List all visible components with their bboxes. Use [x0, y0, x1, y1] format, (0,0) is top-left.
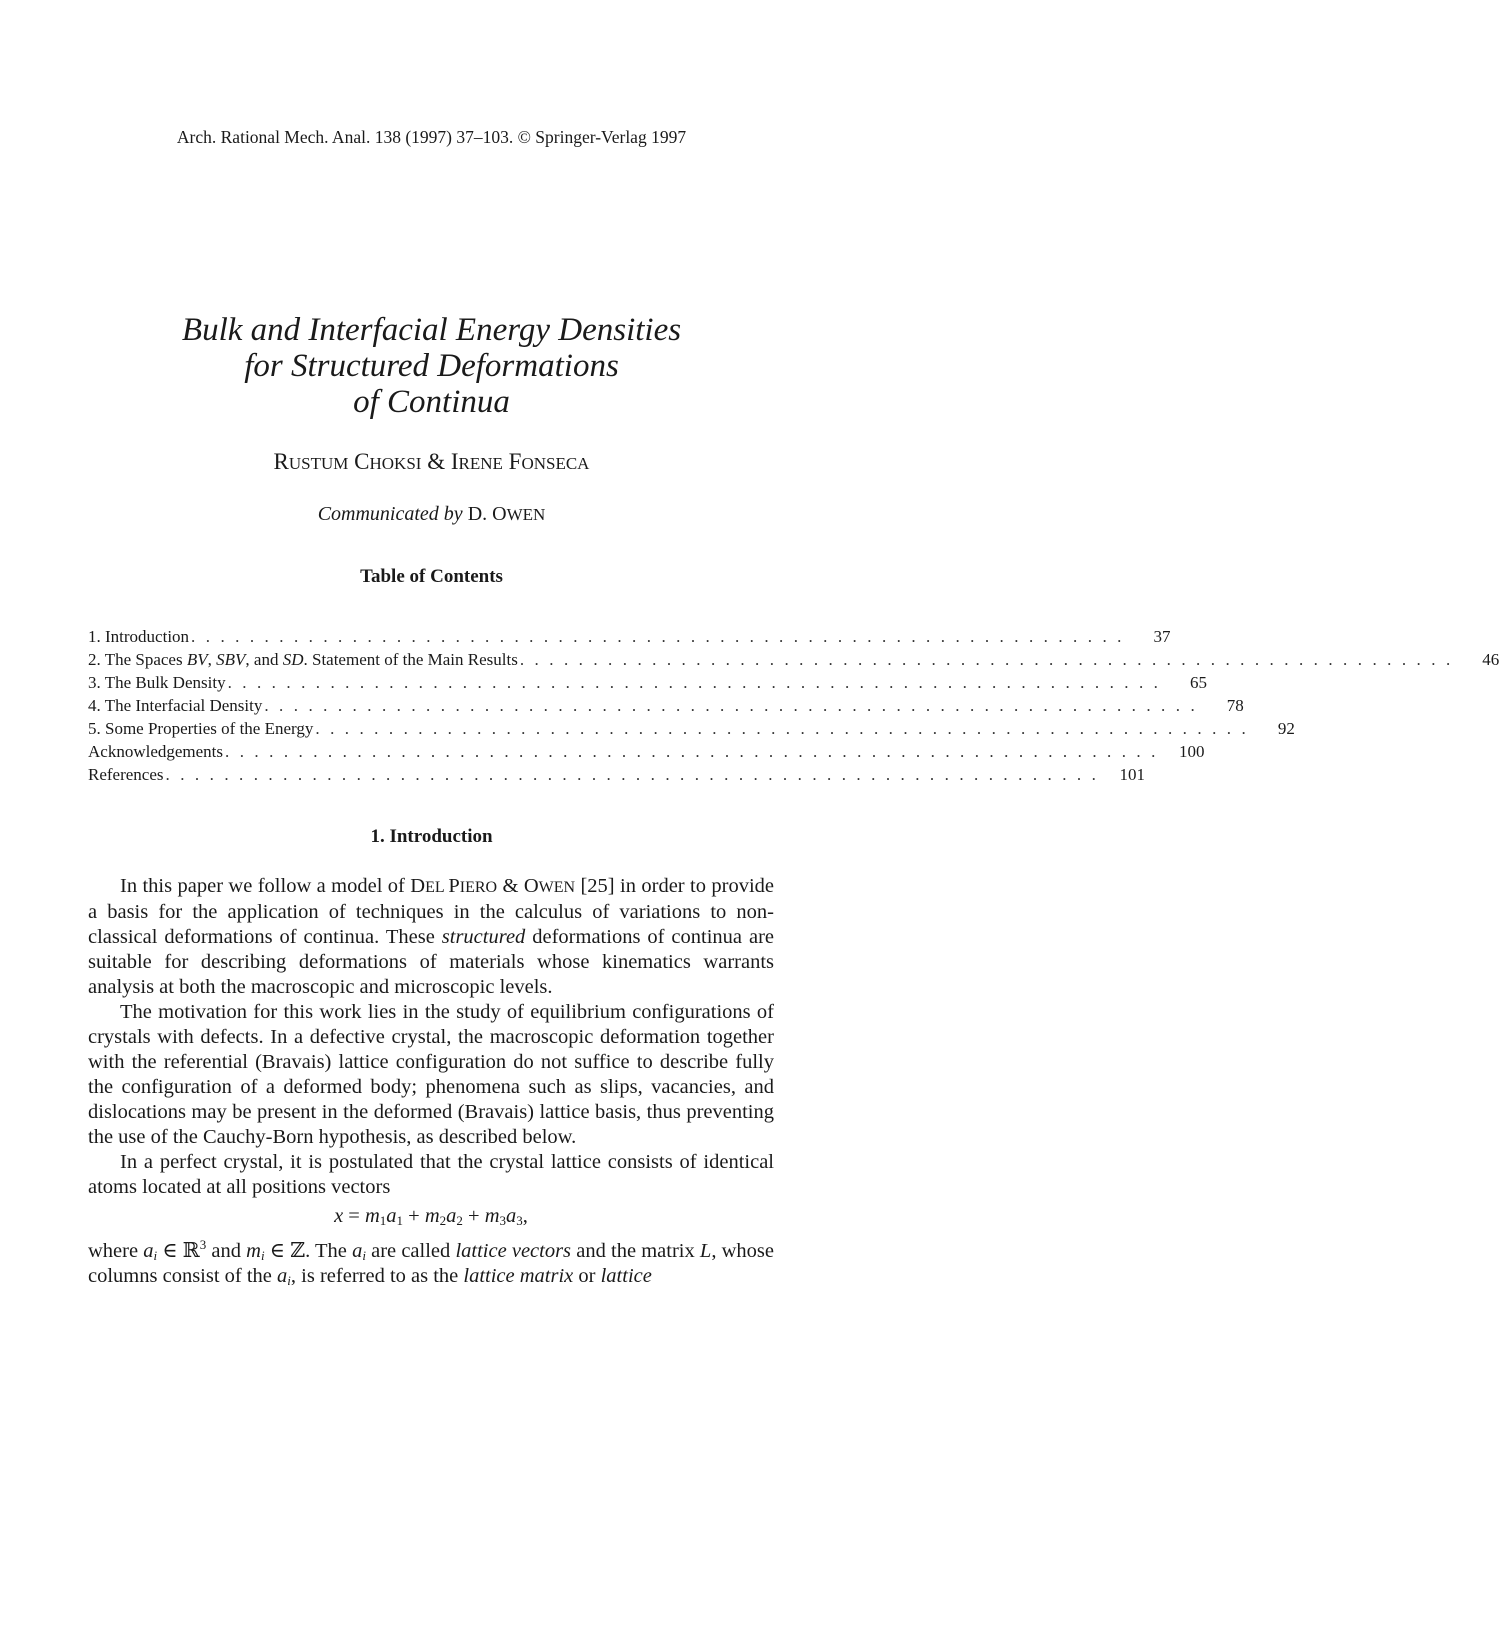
paragraph-4: where $a_i$ ∈ ℝ$^3$ and $m_i$ ∈ ℤ. The $a_i$ are called lattice vectors and the matrix L, whose columns consist of the $a_i$, is referred to as the lattice matrix or lattice — [88, 1237, 774, 1288]
toc-leader-dots: . . . . . . . . . . . . . . . . . . . . . . . . . . . . . . . . . . . . . . . . . . . . . . . . . . . . . . . . . . . . . . . . — [191, 627, 1125, 646]
toc-entry-page: 100 — [1178, 742, 1205, 761]
communicator-name: D. OWEN — [467, 503, 546, 525]
toc-entry[interactable] — [88, 717, 1295, 740]
communicated-prefix: Communicated by — [317, 503, 463, 525]
paragraph-1: In this paper we follow a model of DEL PIERO & OWEN [25] in order to provide a basis for the application of techniques in the calculus of variations to non-classical deformations of continua. These structured deformations of continua are suitable for describing deformations of materials whose kinematics warrants analysis at both the macroscopic and microscopic levels. — [88, 875, 775, 998]
toc-entry-title: 4. The Interfacial Density — [88, 696, 263, 715]
toc-leader-dots: . . . . . . . . . . . . . . . . . . . . . . . . . . . . . . . . . . . . . . . . . . . . . . . . . . . . . . . . . . . . . . . . — [315, 719, 1249, 738]
toc-entry[interactable] — [88, 671, 1208, 694]
toc-entry-page: 37 — [1153, 627, 1171, 646]
table-of-contents — [88, 625, 1499, 786]
toc-leader-dots: . . . . . . . . . . . . . . . . . . . . . . . . . . . . . . . . . . . . . . . . . . . . . . . . . . . . . . . . . . . . . . . . — [264, 696, 1198, 715]
author-2: IRENE FONSECA — [450, 449, 590, 474]
toc-entry-page: 92 — [1277, 719, 1295, 738]
toc-entry-title: 3. The Bulk Density — [88, 673, 226, 692]
toc-entry[interactable] — [88, 694, 1244, 717]
toc-entry-title: 1. Introduction — [88, 627, 190, 646]
toc-entry-title: References — [88, 765, 164, 784]
toc-entry[interactable] — [88, 625, 1171, 648]
journal-citation: Arch. Rational Mech. Anal. 138 (1997) 37–103. © Springer-Verlag 1997 — [176, 127, 687, 147]
toc-entry-title: Acknowledgements — [88, 742, 224, 761]
toc-leader-dots: . . . . . . . . . . . . . . . . . . . . . . . . . . . . . . . . . . . . . . . . . . . . . . . . . . . . . . . . . . . . . . . . — [519, 650, 1454, 669]
toc-leader-dots: . . . . . . . . . . . . . . . . . . . . . . . . . . . . . . . . . . . . . . . . . . . . . . . . . . . . . . . . . . . . . . . . — [165, 765, 1099, 784]
toc-entry-title: 2. The Spaces BV, SBV, and SD. Statement of the Main Results — [88, 650, 518, 669]
toc-entry[interactable] — [88, 648, 1499, 671]
toc-heading: Table of Contents — [360, 566, 503, 587]
toc-leader-dots: . . . . . . . . . . . . . . . . . . . . . . . . . . . . . . . . . . . . . . . . . . . . . . . . . . . . . . . . . . . . . . . . — [225, 742, 1159, 761]
section-heading: 1. Introduction — [370, 826, 493, 847]
toc-entry-page: 101 — [1119, 765, 1145, 784]
author-separator: & — [427, 449, 446, 474]
toc-entry-page: 78 — [1226, 696, 1244, 715]
toc-entry[interactable] — [88, 763, 1145, 786]
toc-entry[interactable] — [88, 740, 1205, 763]
title-line-3: of Continua — [353, 384, 510, 420]
author-1: RUSTUM CHOKSI — [273, 449, 422, 474]
title-line-1: Bulk and Interfacial Energy Densities — [181, 312, 682, 348]
paper-title — [0, 312, 863, 420]
toc-entry-page: 46 — [1482, 650, 1499, 669]
paragraph-2: The motivation for this work lies in the study of equilibrium configurations of crystals with defects. In a defective crystal, the macroscopic deformation together with the referential (Bravais) lattice configuration do not suffice to describe fully the configuration of a deformed body; phenomena such as slips, vacancies, and dislocations may be present in the deformed (Bravais) lattice basis, thus preventing the use of the Cauchy-Born hypothesis, as described below. — [88, 1001, 774, 1148]
toc-leader-dots: . . . . . . . . . . . . . . . . . . . . . . . . . . . . . . . . . . . . . . . . . . . . . . . . . . . . . . . . . . . . . . . . — [227, 673, 1162, 692]
communicated-by — [0, 503, 863, 526]
lattice-equation: $x = m_1a_1 + m_2a_2 + m_3a_3$, — [334, 1205, 528, 1228]
toc-entry-page: 65 — [1190, 673, 1208, 692]
author-line — [0, 449, 863, 475]
toc-entry-title: 5. Some Properties of the Energy — [88, 719, 314, 738]
citation-authors: DEL PIERO & OWEN — [410, 875, 576, 897]
paragraph-3: In a perfect crystal, it is postulated that the crystal lattice consists of identical atoms located at all positions vectors — [88, 1151, 774, 1198]
title-line-2: for Structured Deformations — [244, 348, 619, 384]
body-text — [88, 874, 774, 1289]
